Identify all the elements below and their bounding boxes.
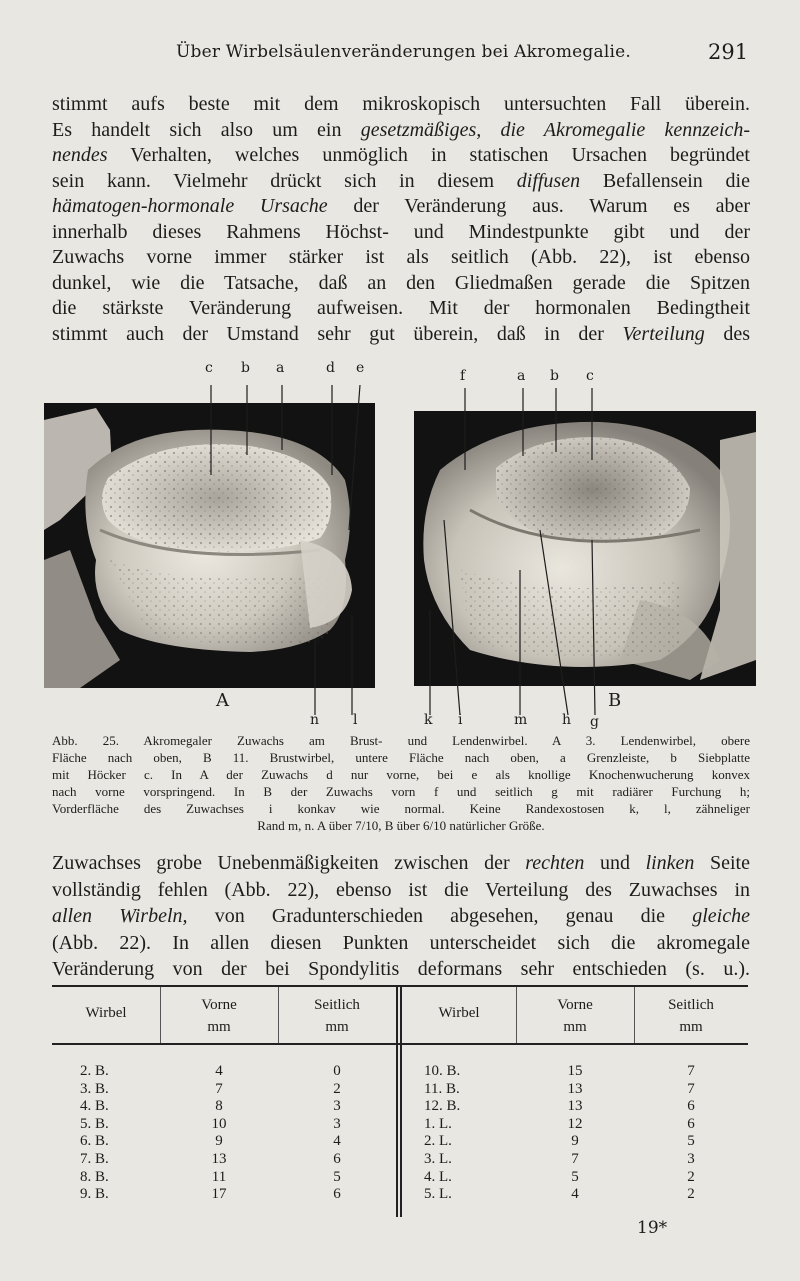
header-wirbel-left: Wirbel xyxy=(85,1005,127,1021)
table-cell: 7 xyxy=(571,1151,579,1167)
table-cell: 9 xyxy=(215,1133,223,1150)
header-vorne-right: Vorne xyxy=(557,997,593,1013)
text-line xyxy=(52,930,750,957)
header-vorne-unit-left: mm xyxy=(207,1019,231,1035)
label-a-e: e xyxy=(356,360,365,376)
text-line xyxy=(52,877,750,904)
table-cell: 17 xyxy=(211,1186,227,1203)
text-run: Zuwachs vorne immer stärker ist als seitlich (Abb. 22), ist ebenso xyxy=(52,246,750,268)
table-cell: 4. L. xyxy=(424,1168,452,1185)
text-run: innerhalb dieses Rahmens Höchst- und Mindestpunkte gibt und der xyxy=(52,220,750,243)
table-cell: 2. L. xyxy=(424,1133,452,1150)
label-b-c: c xyxy=(586,368,594,384)
table-cell: 4. B. xyxy=(80,1098,109,1115)
table-cell: 2. B. xyxy=(80,1063,109,1079)
italic-run: diffusen xyxy=(516,169,581,192)
italic-run: gleiche xyxy=(692,905,750,927)
paragraph-1 xyxy=(52,92,750,347)
text-run: vollständig fehlen (Abb. 22), ebenso ist die Verteilung des Zuwachses in xyxy=(52,878,750,901)
label-b-a: a xyxy=(517,368,526,384)
table-cell: 7 xyxy=(215,1080,223,1097)
text-run: von Gradunterschieden abgesehen, genau die xyxy=(187,905,693,927)
text-run: dunkel, wie die Tatsache, daß an den Gliedmaßen gerade die Spitzen xyxy=(52,271,750,294)
label-l: l xyxy=(353,712,358,728)
italic-run: gesetzmäßiges, die Akromegalie kennzeich- xyxy=(360,118,750,141)
table-cell: 12. B. xyxy=(424,1098,461,1115)
label-a-c: c xyxy=(205,360,213,376)
table-cell: 1. L. xyxy=(424,1115,452,1132)
table-cell: 11. B. xyxy=(424,1080,460,1097)
figure-25 xyxy=(0,360,800,740)
table-cell: 3 xyxy=(687,1151,695,1167)
table-cell: 2 xyxy=(687,1168,695,1185)
italic-run: hämatogen-hormonale Ursache xyxy=(52,195,328,217)
text-run: der Veränderung aus. Warum es aber xyxy=(327,195,750,217)
header-seitlich-right: Seitlich xyxy=(668,997,714,1013)
text-run: Befallensein die xyxy=(580,169,750,192)
text-run: Zuwachses grobe Unebenmäßigkeiten zwischen der xyxy=(52,852,526,874)
table-cell: 6 xyxy=(687,1098,695,1115)
text-line xyxy=(52,92,750,118)
table-cell: 6. B. xyxy=(80,1133,109,1150)
label-i: i xyxy=(458,712,463,728)
page-number: 291 xyxy=(708,40,749,64)
table-cell: 11 xyxy=(211,1168,227,1185)
table-cell: 4 xyxy=(571,1186,579,1203)
table-cell: 5 xyxy=(687,1133,695,1150)
text-run: Seite xyxy=(694,852,750,874)
running-title: Über Wirbelsäulenveränderungen bei Akromegalie. xyxy=(176,42,631,62)
table-cell: 8. B. xyxy=(80,1168,109,1185)
figure-caption xyxy=(52,732,750,834)
text-run: Es handelt sich also um ein xyxy=(52,118,361,141)
text-run: (Abb. 22). In allen diesen Punkten unterscheidet sich die akromegale xyxy=(52,931,750,954)
table-cell: 5. L. xyxy=(424,1186,452,1203)
header-wirbel-right: Wirbel xyxy=(438,1005,480,1021)
table-cell: 10. B. xyxy=(424,1063,461,1079)
table-cell: 0 xyxy=(333,1063,341,1079)
table-cell: 3. B. xyxy=(80,1080,109,1097)
text-line xyxy=(52,194,750,220)
text-line xyxy=(52,143,750,169)
figure-graphic xyxy=(0,360,800,740)
table-cell: 8 xyxy=(215,1098,223,1115)
label-b-b: b xyxy=(550,368,559,384)
caption-line: Rand m, n. A über 7/10, B über 6/10 natürlicher Größe. xyxy=(257,818,545,833)
italic-run: Verteilung xyxy=(622,322,705,345)
label-a-b: b xyxy=(241,360,250,376)
label-a-a: a xyxy=(276,360,285,376)
table-cell: 7 xyxy=(687,1063,695,1079)
text-line xyxy=(52,903,750,930)
label-k: k xyxy=(424,712,433,728)
header-seitlich-left: Seitlich xyxy=(314,997,360,1013)
table-cell: 5 xyxy=(571,1168,579,1185)
italic-run: linken xyxy=(645,852,695,874)
text-line xyxy=(52,956,750,983)
table-cell: 2 xyxy=(687,1186,695,1203)
photo-a xyxy=(44,403,375,688)
table-cell: 10 xyxy=(211,1115,227,1132)
caption-line: nach vorne vorspringend. In B der Zuwachs vorn f und seitlich g mit radiärer Furchung h; xyxy=(52,784,750,799)
table-cell: 9. B. xyxy=(80,1186,109,1203)
label-h: h xyxy=(562,712,572,728)
header-vorne-unit-right: mm xyxy=(563,1019,587,1035)
table-cell: 5 xyxy=(333,1168,341,1185)
panel-label-b: B xyxy=(608,690,622,711)
header-seitlich-unit-left: mm xyxy=(325,1019,349,1035)
table-cell: 13 xyxy=(567,1098,583,1115)
text-line xyxy=(52,271,750,297)
table-cell: 2 xyxy=(333,1080,341,1097)
table-cell: 12 xyxy=(567,1115,583,1132)
caption-line: Vorderfläche des Zuwachses i konkav wie normal. Keine Randexostosen k, l, zähneliger xyxy=(52,801,750,816)
italic-run: nendes xyxy=(52,144,108,166)
text-run: des xyxy=(704,322,750,345)
table-cell: 5. B. xyxy=(80,1115,109,1132)
table-cell: 3. L. xyxy=(424,1151,452,1167)
table-cell: 7 xyxy=(687,1080,695,1097)
text-line xyxy=(52,220,750,246)
label-b-f: f xyxy=(460,368,466,384)
text-run: sein kann. Vielmehr drückt sich in diesem xyxy=(52,169,517,192)
caption-line: mit Höcker c. In A der Zuwachs d nur vorne, bei e als knollige Knochenwucherung konvex xyxy=(52,767,750,782)
text-run: und xyxy=(584,852,646,874)
table-cell: 9 xyxy=(571,1133,579,1150)
table-cell: 6 xyxy=(687,1115,695,1132)
label-g: g xyxy=(590,714,599,730)
text-line xyxy=(52,296,750,322)
text-line xyxy=(52,322,750,348)
paragraph-2 xyxy=(52,850,750,983)
label-a-d: d xyxy=(326,360,335,376)
table-cell: 15 xyxy=(567,1063,583,1079)
header-seitlich-unit-right: mm xyxy=(679,1019,703,1035)
table-cell: 4 xyxy=(215,1063,223,1079)
text-run: Verhalten, welches unmöglich in statischen Ursachen begründet xyxy=(107,144,750,166)
text-run: Veränderung von der bei Spondylitis deformans sehr entschieden (s. u.). xyxy=(52,958,750,980)
text-line xyxy=(52,169,750,195)
italic-run: rechten xyxy=(525,852,585,874)
label-m: m xyxy=(514,712,528,728)
table-cell: 13 xyxy=(211,1151,227,1167)
header-vorne-left: Vorne xyxy=(201,997,237,1013)
table-cell: 7. B. xyxy=(80,1151,109,1167)
table-cell: 3 xyxy=(333,1098,341,1115)
table-cell: 13 xyxy=(567,1080,583,1097)
table-cell: 6 xyxy=(333,1186,341,1203)
label-n: n xyxy=(310,712,320,728)
table-cell: 3 xyxy=(333,1115,341,1132)
panel-label-a: A xyxy=(216,690,229,711)
table-cell: 6 xyxy=(333,1151,341,1167)
signature-mark: 19* xyxy=(637,1218,668,1238)
measurement-table xyxy=(52,985,748,1217)
text-run: stimmt auch der Umstand sehr gut überein, daß in der xyxy=(52,322,623,345)
caption-line: Abb. 25. Akromegaler Zuwachs am Brust- und Lendenwirbel. A 3. Lendenwirbel, obere xyxy=(52,733,750,748)
table-cell: 4 xyxy=(333,1133,341,1150)
text-line xyxy=(52,850,750,877)
italic-run: allen Wirbeln, xyxy=(52,905,188,927)
text-run: stimmt aufs beste mit dem mikroskopisch untersuchten Fall überein. xyxy=(52,93,750,115)
text-line xyxy=(52,245,750,271)
text-run: die stärkste Veränderung aufweisen. Mit der hormonalen Bedingtheit xyxy=(52,297,750,319)
caption-line: Fläche nach oben, B 11. Brustwirbel, untere Fläche nach oben, a Grenzleiste, b Siebplatte xyxy=(52,750,750,765)
text-line xyxy=(52,118,750,144)
